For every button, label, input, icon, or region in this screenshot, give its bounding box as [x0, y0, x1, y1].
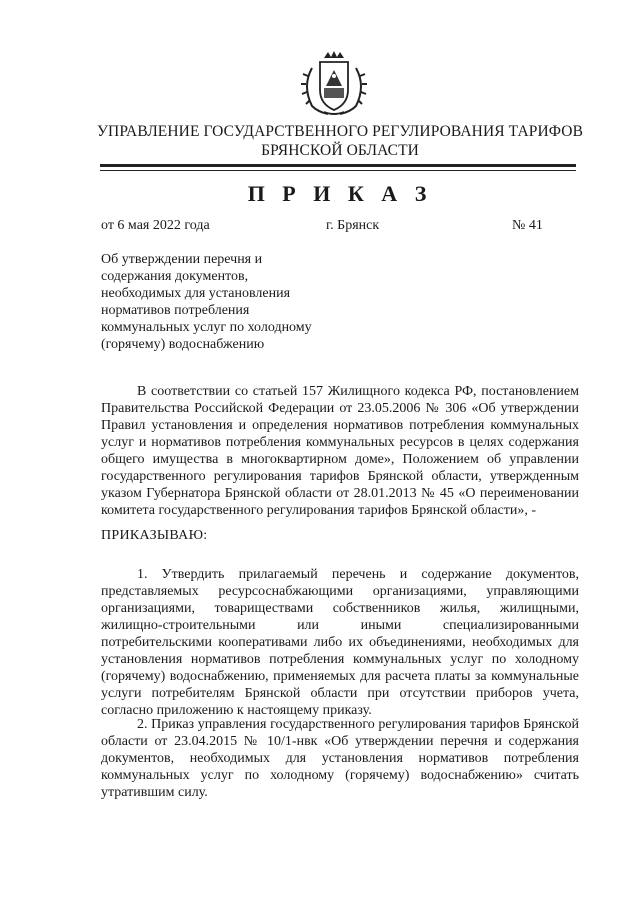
- document-number: № 41: [512, 218, 543, 233]
- org-name-line1: УПРАВЛЕНИЕ ГОСУДАРСТВЕННОГО РЕГУЛИРОВАНИЯ ТАРИФОВ: [96, 123, 584, 140]
- subject-line: коммунальных услуг по холодному: [101, 320, 312, 335]
- subject-line: необходимых для установления: [101, 286, 291, 301]
- decree-word: ПРИКАЗЫВАЮ:: [101, 528, 208, 543]
- subject-line: (горячему) водоснабжению: [101, 337, 265, 352]
- document-type: П Р И К А З: [247, 181, 433, 206]
- document-subject: [101, 251, 341, 353]
- document-date: от 6 мая 2022 года: [101, 218, 210, 233]
- subject-line: содержания документов,: [101, 269, 249, 284]
- bryansk-coat-of-arms-icon: [298, 50, 370, 118]
- header-rule-thick: [100, 164, 576, 167]
- subject-line: нормативов потребления: [101, 303, 250, 318]
- subject-line: Об утверждении перечня и: [101, 252, 263, 267]
- header-rule-thin: [100, 170, 576, 171]
- document-city: г. Брянск: [326, 218, 380, 233]
- order-item-2: 2. Приказ управления государственного регулирования тарифов Брянской области от 23.04.2015 № 10/1-нвк «Об утверждении перечня и содержания документов, необходимых для установления нормативов потребления коммунальных услуг по холодному (горячему) водоснабжению» считать утратившим силу.: [101, 717, 579, 800]
- org-name-line2: БРЯНСКОЙ ОБЛАСТИ: [261, 142, 419, 159]
- preamble-paragraph: В соответствии со статьей 157 Жилищного кодекса РФ, постановлением Правительства Российской Федерации от 23.05.2006 № 306 «Об утверждении Правил установления и определения нормативов потребления коммунальных услуг и нормативов потребления коммунальных ресурсов в целях содержания общего имущества в многоквартирном доме», Положением об управлении государственного регулирования тарифов Брянской области, утвержденным указом Губернатора Брянской области от 28.01.2013 № 45 «О переименовании комитета государственного регулирования тарифов Брянской области», -: [101, 384, 579, 518]
- order-item-1: 1. Утвердить прилагаемый перечень и содержание документов, представляемых ресурсоснабжающими организациями, управляющими организациями, товариществами собственников жилья, жилищными, жилищно-строительными или иными специализированными потребительскими кооперативами либо их объединениями, необходимых для установления нормативов потребления коммунальных услуг по холодному (горячему) водоснабжению, применяемых для расчета платы за коммунальные услуги потребителям Брянской области при отсутствии приборов учета, согласно приложению к настоящему приказу.: [101, 567, 579, 718]
